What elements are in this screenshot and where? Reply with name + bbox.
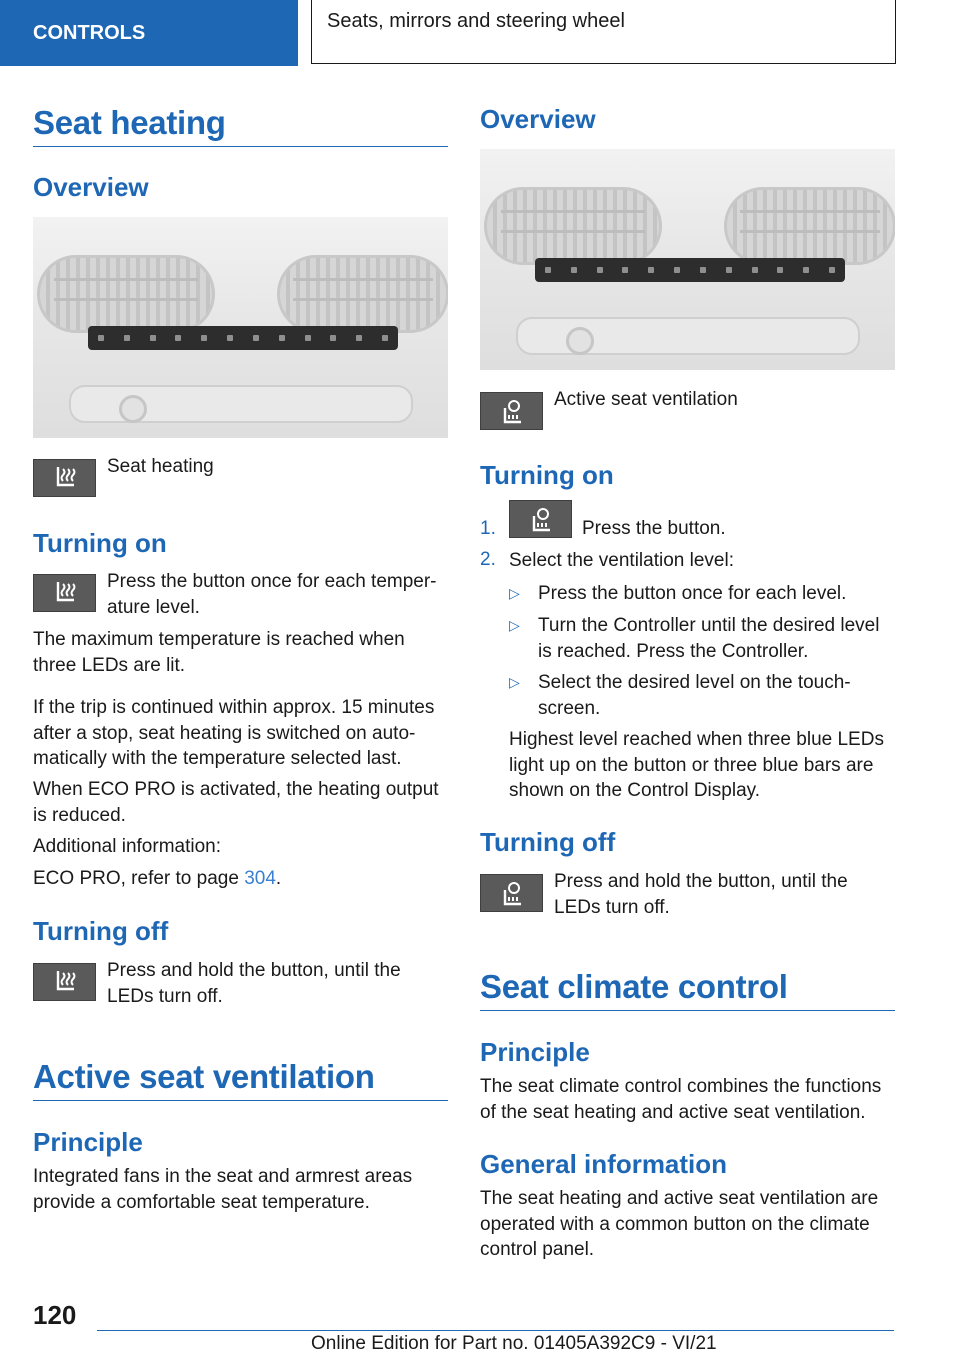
climate-panel-photo-left: [33, 217, 448, 438]
sub-step-1: Press the button once for each level.: [538, 583, 847, 604]
general-info-text: The seat heating and active seat ventilation are operated with a common button on the climate control panel.: [480, 1188, 879, 1260]
ventilation-label: Active seat ventilation: [554, 389, 738, 410]
eco-pro-text: When ECO PRO is activated, the heating output is reduced.: [33, 779, 439, 826]
right-turning-on-heading: Turning on: [480, 460, 614, 490]
bullet-triangle-icon: ▷: [509, 674, 520, 690]
left-turning-on-heading-wrap: [33, 528, 167, 559]
sub-step-3: Select the desired level on the touch-screen.: [538, 672, 851, 719]
page-header: [0, 0, 960, 66]
page-304-link[interactable]: 304: [244, 868, 276, 889]
seat-ventilation-icon: [480, 392, 543, 430]
volume-knob: [566, 327, 594, 355]
step-1-number: 1.: [480, 518, 496, 539]
sub-step-2: Turn the Controller until the desired level is reached. Press the Controller.: [538, 615, 880, 662]
max-temperature-text: The maximum temperature is reached when three LEDs are lit.: [33, 629, 405, 676]
ventilation-title-wrap: [33, 1058, 375, 1096]
chapter-title-box: [311, 0, 896, 64]
right-turning-off-instruction: Press and hold the button, until the LEDs turn off.: [554, 871, 848, 918]
climate-title-wrap: [480, 968, 788, 1006]
step-2-text: Select the ventilation level:: [509, 550, 734, 571]
right-principle-text: The seat climate control combines the functions of the seat heating and active seat ventilation.: [480, 1076, 882, 1123]
bullet-triangle-icon: ▷: [509, 585, 520, 601]
step-1-text: Press the button.: [582, 518, 726, 539]
climate-title-rule: [480, 1010, 895, 1011]
right-turning-off-heading: Turning off: [480, 827, 616, 857]
volume-knob: [119, 395, 147, 423]
title-rule: [33, 146, 448, 147]
left-principle-heading-wrap: [33, 1127, 143, 1158]
eco-ref-suffix: .: [275, 868, 282, 889]
seat-heating-icon: [33, 963, 96, 1001]
seat-heating-label: Seat heating: [107, 456, 214, 477]
climate-button-strip: [535, 258, 845, 282]
right-principle-heading-wrap: [480, 1037, 590, 1068]
left-principle-heading: Principle: [33, 1127, 143, 1157]
air-vent-left: [37, 255, 215, 333]
eco-pro-reference: [33, 866, 448, 892]
seat-heating-icon: [33, 574, 96, 612]
seat-ventilation-icon: [509, 500, 572, 538]
seat-ventilation-icon: [480, 874, 543, 912]
right-overview-heading-wrap: [480, 104, 596, 135]
left-turning-off-heading: Turning off: [33, 916, 169, 946]
page-number: 120: [33, 1300, 77, 1330]
air-vent-right: [277, 255, 448, 333]
turning-on-instruction: Press the button once for each temper-ature level.: [107, 571, 437, 618]
right-overview-heading: Overview: [480, 104, 596, 134]
left-turning-off-heading-wrap: [33, 916, 168, 947]
section-tab: CONTROLS: [0, 0, 298, 66]
additional-info-text: Additional information:: [33, 836, 221, 857]
step-2-number: 2.: [480, 549, 496, 570]
air-vent-right: [724, 187, 895, 265]
highest-level-text: Highest level reached when three blue LEDs light up on the button or three blue bars are shown on the Control Display.: [509, 729, 884, 801]
general-info-heading-wrap: [480, 1149, 727, 1180]
footer-rule: [97, 1330, 894, 1331]
left-turning-on-heading: Turning on: [33, 528, 167, 558]
eco-ref-prefix: ECO PRO, refer to page: [33, 868, 245, 889]
trip-continued-text: If the trip is continued within approx. 15 minutes after a stop, seat heating is switched on auto-matically with the temperature selected last.: [33, 697, 435, 769]
left-overview-heading-wrap: [33, 172, 149, 203]
bullet-triangle-icon: ▷: [509, 617, 520, 633]
left-principle-text: Integrated fans in the seat and armrest areas provide a comfortable seat temperature.: [33, 1166, 413, 1213]
right-principle-heading: Principle: [480, 1037, 590, 1067]
right-turning-on-heading-wrap: [480, 460, 614, 491]
seat-climate-control-title: Seat climate control: [480, 968, 788, 1005]
climate-panel-photo-right: [480, 149, 895, 370]
seat-heating-title: Seat heating: [33, 104, 226, 141]
air-vent-left: [484, 187, 662, 265]
seat-heating-icon: [33, 459, 96, 497]
edition-text: Online Edition for Part no. 01405A392C9 - VI/21: [311, 1333, 717, 1354]
general-info-heading: General information: [480, 1149, 728, 1179]
right-turning-off-heading-wrap: [480, 827, 615, 858]
seat-heating-title-wrap: [33, 104, 226, 142]
active-seat-ventilation-title: Active seat ventilation: [33, 1058, 375, 1095]
ventilation-title-rule: [33, 1100, 448, 1101]
left-turning-off-instruction: Press and hold the button, until the LEDs turn off.: [107, 960, 401, 1007]
left-overview-heading: Overview: [33, 172, 149, 202]
chapter-title: Seats, mirrors and steering wheel: [327, 10, 625, 32]
climate-button-strip: [88, 326, 398, 350]
